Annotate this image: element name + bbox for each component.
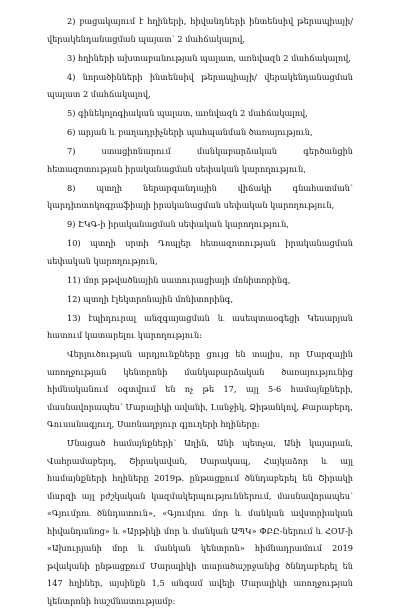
list-item-12: 12) պտղի էլեկտրոնային մոնիտորինգ,	[67, 293, 234, 304]
list-item-6: 6) արյան և բաղադրիչների պահպանման ծառայություն,	[67, 127, 313, 137]
list-item-8: 8) պտղի ներարգանդային վիճակի գնահատման՝ կարդիոտոկոգրաֆիայի իրականացման սեփական կարողություն,	[47, 182, 353, 210]
list-item-2: 2) բացակայում է հղիների, հիվանդների ինտենսիվ թերապիայի/ վերակենդանացման պայատ՝ 2 մահճակալով,	[47, 16, 353, 44]
list-item-7: 7) ստացիոնարում մանկաբարձական գերծանցին հետազոտության իրականացման սեփական կարողություն,	[47, 146, 353, 174]
list-item-4: 4) նորածինների ինտենսիվ թերապիայի/ վերակենդանացման պալատ 2 մահճակալով,	[47, 71, 353, 99]
other-communities-paragraph: Մնացած համայնքների՝ Աղին, Անի պետչա, Անի կայարան, Վահրամաբերդ, Շիրակավան, Սարակապ, Հայկաձոր և այլ համայնքների հղիները 2019թ. ընթացքում ծննդաբերել են Շիրակի մարզի այլ բժշկական կազմակերպություններում, մասնավորապես՝ «Գյումրու ծննդատուն», «Գյումրու մոր և մանկան ավստրիական հիվանդանոց» և «Արթիկի մոր և մանկան ԱՊԿ» ՓԲԸ-ներում և ՀՕՄ-ի «Ախուրյանի մոր և մանկան կենտրոն» հիմնադրամում 2019 թվականի ընթացքում Մարալիկի տարածաշրջանից ծննդաբերել են 147 հղիներ, այսինքն 1,5 անգամ ավելի Մարալիկի առողջության կենտրոնի հաշմնատությամբ։	[47, 438, 353, 606]
list-item-5: 5) գինեկոլոգիական պալատ, առնվազն 2 մահճակալով,	[67, 108, 308, 118]
list-item-13: 13) էպիդուրալ անզգայացման և ասեպտաօգեցի Կեսարյան հատում կատարելու կարողություն։	[47, 312, 353, 340]
list-item-9: 9) ԷԿԳ-ի իրականացման սեփական կարողություն,	[67, 219, 289, 229]
list-item-3: 3) հղիների ախտաբանության պալատ, առնվազն 2 մահճակալով,	[67, 52, 351, 63]
analysis-paragraph: Վերլուծության արդյունքները ցույց են տալիս, որ Մարզային առողջության կենտրոնի մանկաբարձական ծառայությունից հիմնականում օգտվում են ոչ թե 17, այլ 5-6 համայնքների, մասնավորապես՝ Մարալիկի ավանի, Լանջիկ, Ձիթանկով, Քարաբերդ, Գուսանագյուղ, Սառնաղբյուր գյուղերի հղիները։	[47, 349, 353, 429]
list-item-11: 11) մոր թթվածնային սատուրացիայի մոնիտորինգ,	[67, 274, 291, 285]
list-item-10: 10) պտղի սրտի Դոպլեր հետազոտության իրականացման սեփական կարողություն,	[47, 238, 353, 266]
